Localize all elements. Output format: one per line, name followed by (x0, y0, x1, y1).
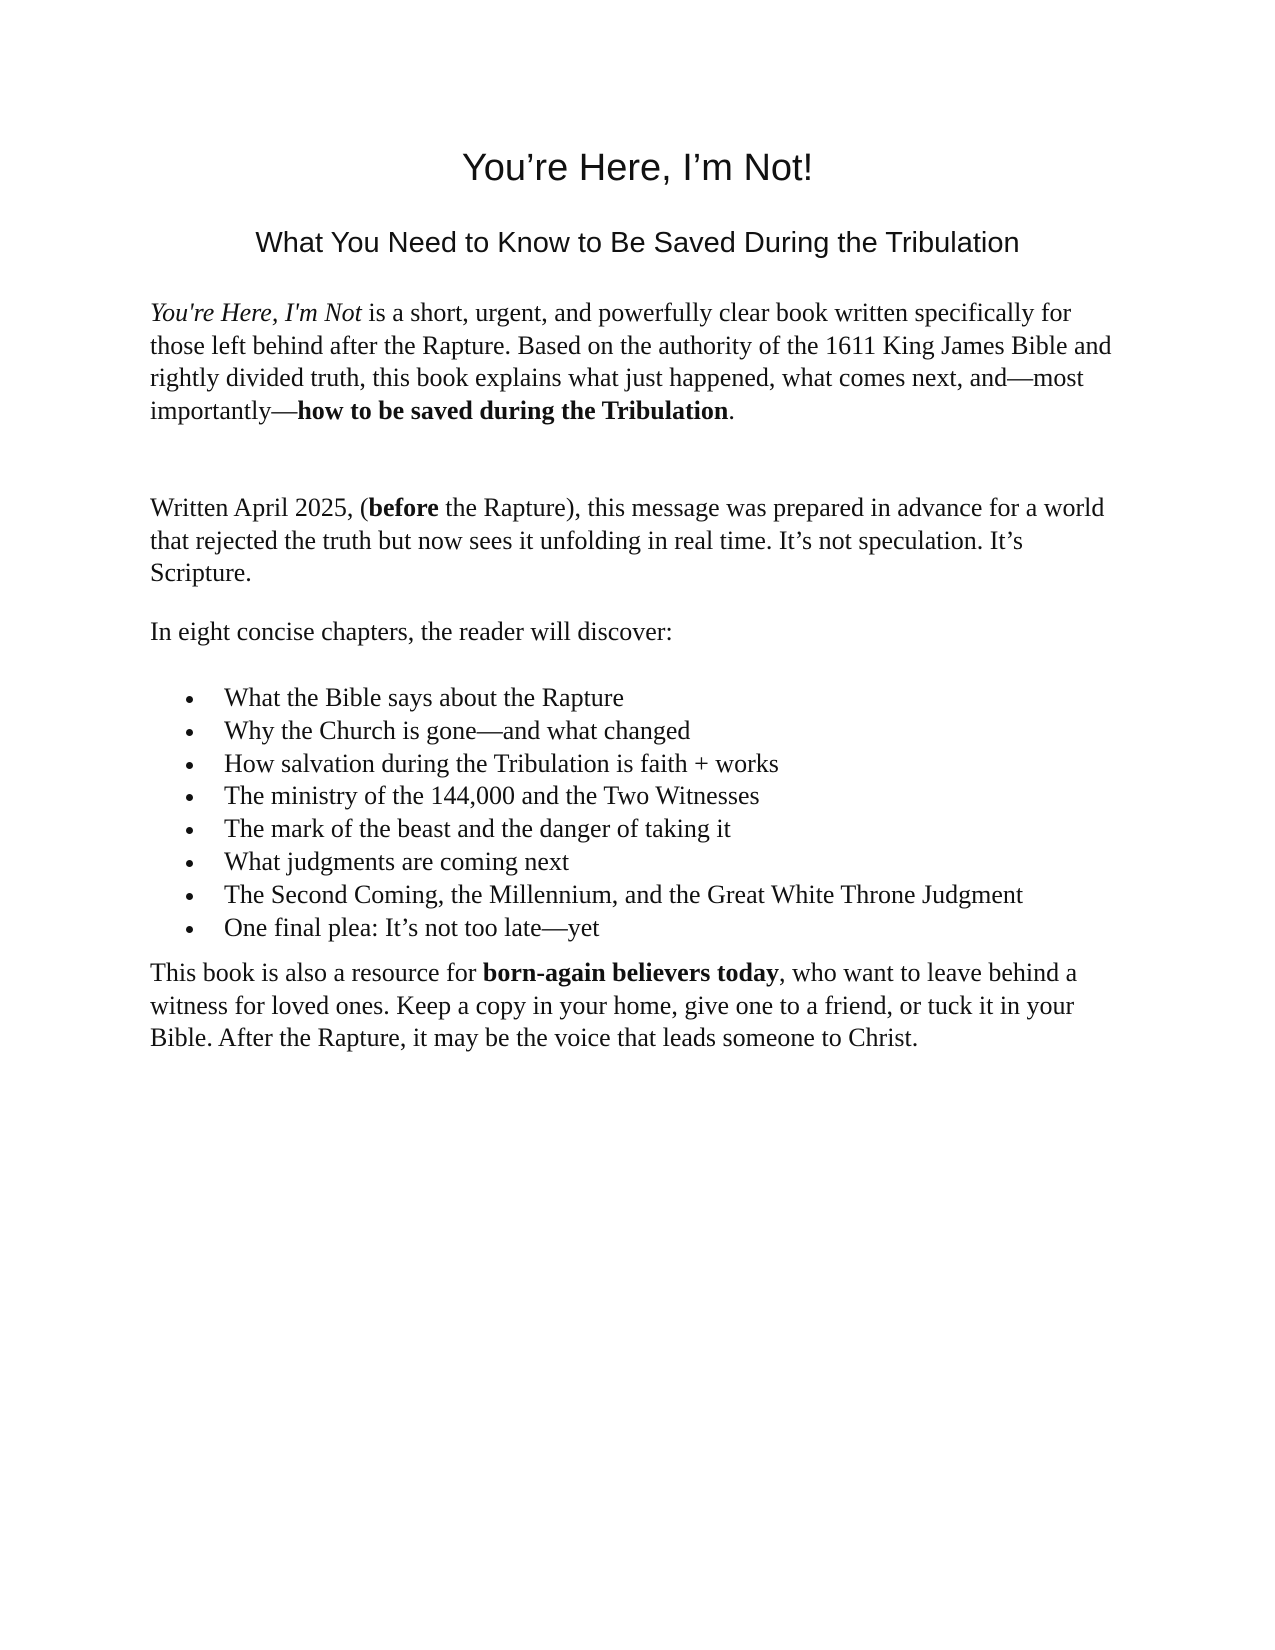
list-item (150, 813, 1150, 846)
written-text-b: the Rapture), this message was prepared in advance for a world that rejected the truth but now sees it unfolding in real time. It’s not speculation. It’s Scripture. (150, 493, 1105, 587)
written-text-a: Written April 2025, ( (150, 493, 369, 522)
list-item-text: One final plea: It’s not too late—yet (224, 912, 600, 942)
intro-bold-text: how to be saved during the Tribulation (297, 395, 729, 425)
written-bold-text: before (368, 493, 439, 522)
bullet-icon (186, 729, 193, 736)
list-item-text: Why the Church is gone—and what changed (224, 715, 691, 745)
resource-paragraph (150, 957, 1130, 1055)
chapter-list (150, 682, 1150, 944)
list-item (150, 879, 1150, 912)
chapters-intro-paragraph: In eight concise chapters, the reader will discover: (150, 617, 673, 646)
resource-bold-text: born-again believers today (482, 958, 779, 987)
bullet-icon (186, 893, 193, 900)
list-item (150, 715, 1150, 748)
intro-text-a: is a short, urgent, and powerfully clear book written specifically for those left behind after the Rapture. Based on the authority of the 1611 King James Bible and rightly divided truth, this book explains what just happened, what comes next, and—most importantly— (150, 298, 1112, 425)
list-item-text: The ministry of the 144,000 and the Two Witnesses (224, 781, 760, 811)
bullet-icon (186, 860, 193, 867)
list-item (150, 780, 1150, 813)
list-item-text: What the Bible says about the Rapture (224, 683, 625, 712)
bullet-icon (186, 827, 193, 834)
intro-paragraph (150, 297, 1130, 427)
written-date-paragraph (150, 492, 1130, 590)
bullet-icon (186, 926, 193, 933)
resource-text-a: This book is also a resource for (150, 958, 483, 987)
list-item (150, 912, 1150, 945)
list-item-text: How salvation during the Tribulation is faith + works (224, 748, 779, 778)
list-item (150, 682, 1150, 715)
bullet-icon (186, 794, 193, 801)
page-subtitle: What You Need to Know to Be Saved During the Tribulation (255, 227, 1020, 259)
list-item-text: The Second Coming, the Millennium, and the Great White Throne Judgment (224, 879, 1024, 909)
list-item-text: The mark of the beast and the danger of taking it (224, 814, 731, 844)
resource-text-b: , who want to leave behind a witness for loved ones. Keep a copy in your home, give one to a friend, or tuck it in your Bible. After the Rapture, it may be the voice that leads someone to Christ. (150, 958, 1078, 1052)
list-item (150, 846, 1150, 879)
bullet-icon (186, 762, 193, 769)
bullet-icon (186, 696, 193, 703)
intro-text-b: . (728, 395, 735, 425)
list-item-text: What judgments are coming next (224, 846, 570, 876)
page-title: You’re Here, I’m Not! (461, 147, 814, 189)
book-title-italic: You're Here, I'm Not (150, 298, 362, 327)
list-item (150, 748, 1150, 781)
